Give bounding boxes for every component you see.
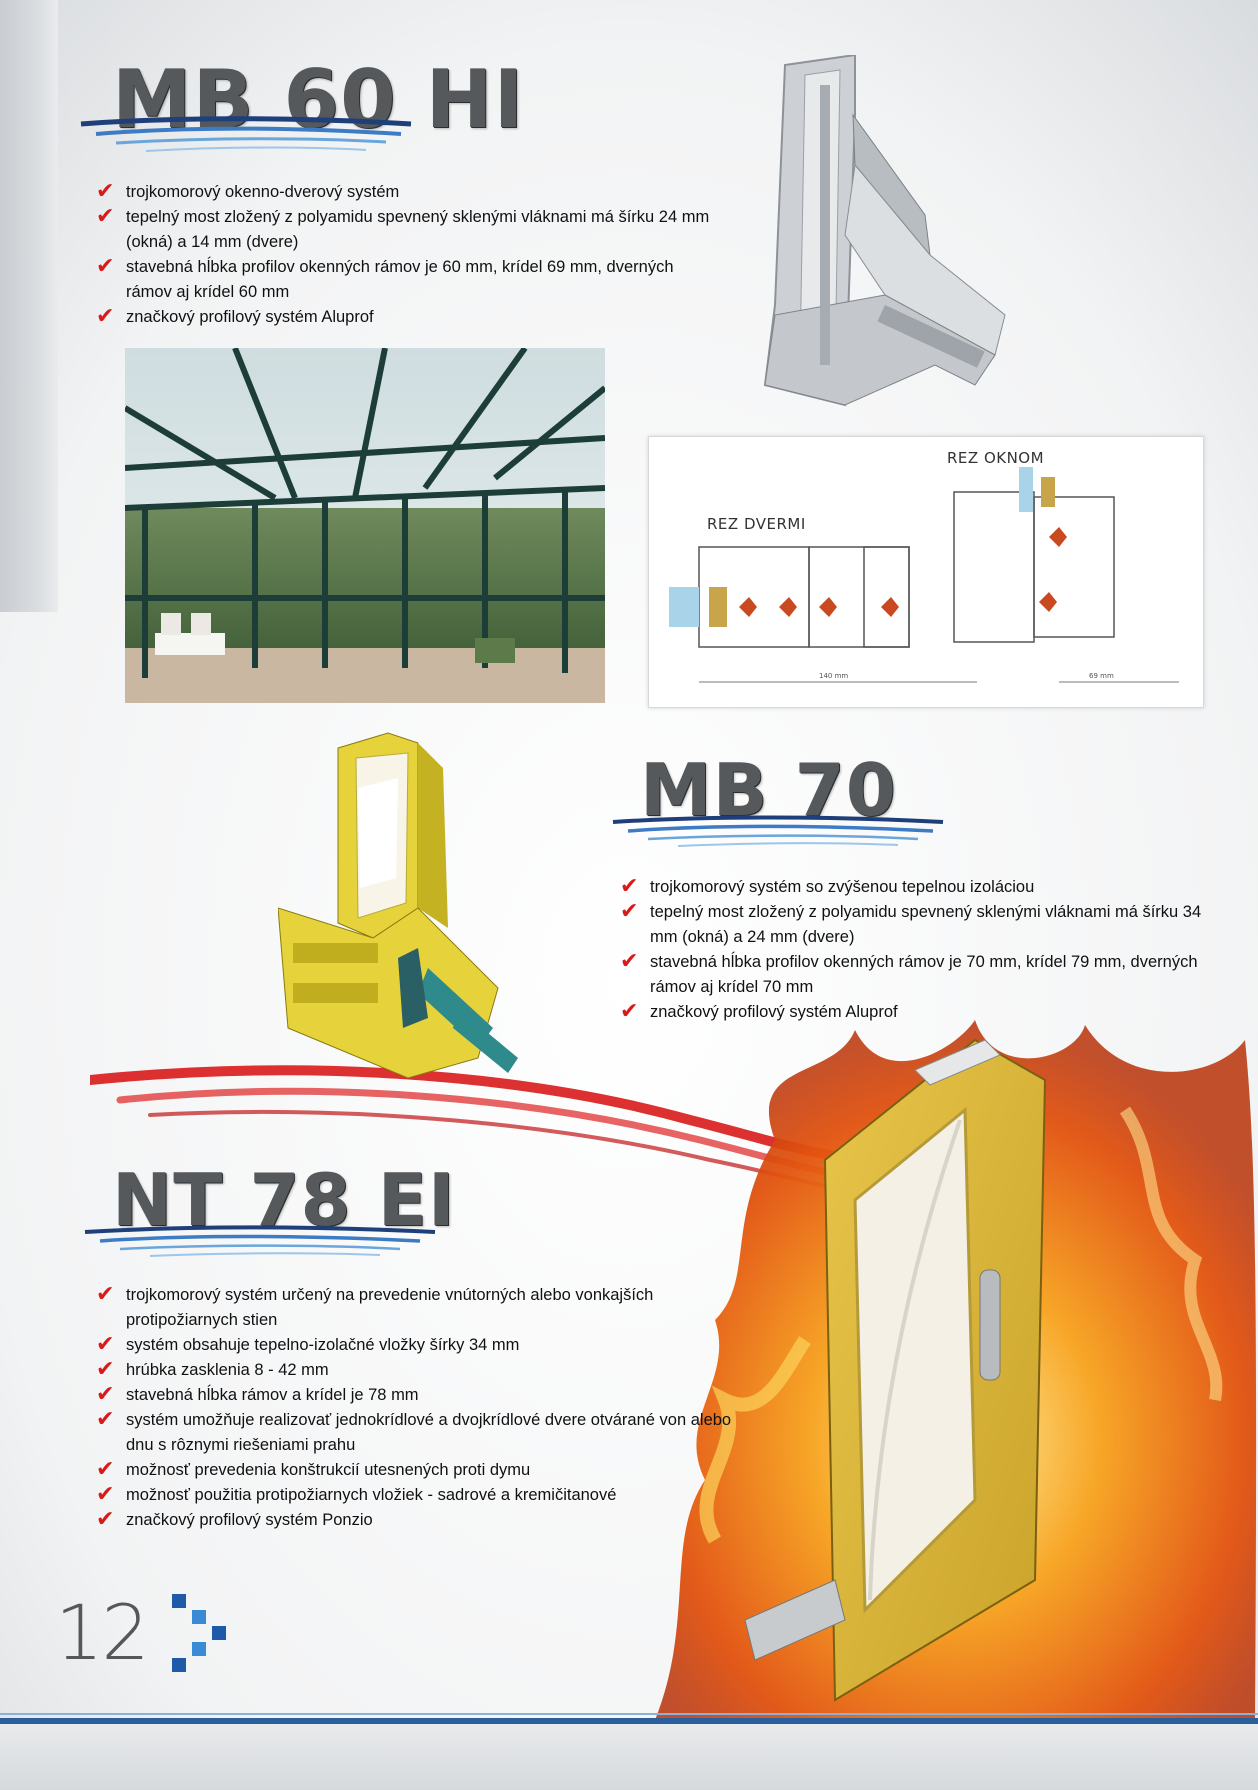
footer-band <box>0 1724 1258 1790</box>
sidebar-bar <box>0 0 58 612</box>
feature-item: ✔ stavebná hĺbka profilov okenných rámov je 60 mm, krídel 69 mm, dverných rámov aj krídel 60 mm <box>96 254 674 301</box>
check-icon: ✔ <box>96 1457 115 1482</box>
feature-item: ✔ tepelný most zložený z polyamidu spevnený sklenými vláknami má šírku 34 mm (okná) a 24 mm (dvere) <box>620 899 1202 946</box>
feature-item: ✔ systém obsahuje tepelno-izolačné vložky šírky 34 mm <box>96 1332 520 1357</box>
title-swoosh-mb70 <box>608 812 948 852</box>
feature-item: ✔ stavebná hĺbka rámov a krídel je 78 mm <box>96 1382 419 1407</box>
feature-item: ✔ trojkomorový okenno-dverový systém <box>96 179 400 204</box>
feature-item: ✔ hrúbka zasklenia 8 - 42 mm <box>96 1357 329 1382</box>
check-icon: ✔ <box>620 899 639 924</box>
feature-item: ✔ systém umožňuje realizovať jednokrídlové a dvojkrídlové dvere otvárané von alebo dnu s rôznymi riešeniami prahu <box>96 1407 732 1454</box>
footer-divider-thin <box>0 1713 1258 1715</box>
drawing-dimension-window: 69 mm <box>1089 672 1114 680</box>
check-icon: ✔ <box>96 1357 115 1382</box>
feature-item: ✔ značkový profilový systém Aluprof <box>96 304 374 329</box>
feature-item: ✔ trojkomorový systém určený na prevedenie vnútorných alebo vonkajších protipožiarnych stien <box>96 1282 654 1329</box>
section-title-nt78ei: NT 78 EI <box>112 1158 456 1242</box>
feature-item: ✔ stavebná hĺbka profilov okenných rámov je 70 mm, krídel 79 mm, dverných rámov aj krídel 70 mm <box>620 949 1198 996</box>
feature-item: ✔ značkový profilový systém Ponzio <box>96 1507 373 1532</box>
conservatory-photo <box>125 348 605 703</box>
section-title-mb60hi: MB 60 HI <box>112 53 525 146</box>
title-swoosh-nt78ei <box>80 1222 440 1262</box>
check-icon: ✔ <box>96 204 115 229</box>
check-icon: ✔ <box>620 999 639 1024</box>
logo-squares-icon <box>172 1594 232 1676</box>
section-title-mb70: MB 70 <box>640 748 897 832</box>
page-number: 12 <box>55 1588 148 1677</box>
drawing-label-window: REZ OKNOM <box>947 449 1045 467</box>
profile-render-mb60hi <box>735 55 1025 465</box>
check-icon: ✔ <box>96 1382 115 1407</box>
check-icon: ✔ <box>96 179 115 204</box>
check-icon: ✔ <box>96 1282 115 1307</box>
feature-item: ✔ trojkomorový systém so zvýšenou tepelnou izoláciou <box>620 874 1035 899</box>
check-icon: ✔ <box>96 254 115 279</box>
feature-item: ✔ možnosť použitia protipožiarnych vložiek - sadrové a kremičitanové <box>96 1482 617 1507</box>
technical-drawing <box>648 436 1204 708</box>
feature-item: ✔ značkový profilový systém Aluprof <box>620 999 898 1024</box>
feature-list-nt78ei <box>96 1283 746 1533</box>
drawing-label-door: REZ DVERMI <box>707 515 806 533</box>
check-icon: ✔ <box>96 1332 115 1357</box>
drawing-dimension-door: 140 mm <box>819 672 849 680</box>
check-icon: ✔ <box>96 1482 115 1507</box>
feature-item: ✔ možnosť prevedenia konštrukcií utesnených proti dymu <box>96 1457 531 1482</box>
title-swoosh-mb60hi <box>76 112 416 157</box>
feature-item: ✔ tepelný most zložený z polyamidu spevnený sklenými vláknami má šírku 24 mm (okná) a 14 mm (dvere) <box>96 204 710 251</box>
check-icon: ✔ <box>96 1507 115 1532</box>
check-icon: ✔ <box>96 1407 115 1432</box>
feature-list-mb60hi <box>96 180 716 330</box>
profile-render-mb70 <box>278 728 568 1088</box>
check-icon: ✔ <box>96 304 115 329</box>
feature-list-mb70 <box>620 875 1230 1025</box>
check-icon: ✔ <box>620 874 639 899</box>
check-icon: ✔ <box>620 949 639 974</box>
